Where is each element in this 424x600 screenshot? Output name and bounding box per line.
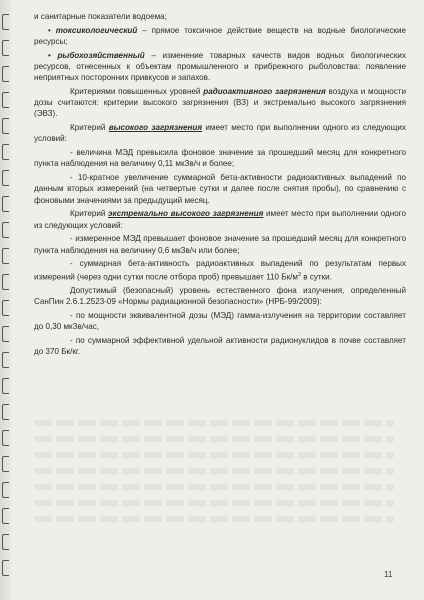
binder-hole xyxy=(2,482,9,498)
show-through-text xyxy=(34,420,394,426)
binder-hole xyxy=(2,118,9,134)
bullet-fishery: • рыбохозяйственный – изменение товарных качеств видов водных биологических ресурсов, отнесенных к объектам промышленного и прибрежного рыболовства: появление неприятных посторонних привкусов и запахов. xyxy=(34,50,406,83)
binder-hole xyxy=(2,560,9,576)
binder-hole xyxy=(2,300,9,316)
document-body xyxy=(34,11,406,360)
page-number: 11 xyxy=(384,570,393,579)
binder-hole xyxy=(2,92,9,108)
binder-hole xyxy=(2,222,9,238)
binder-hole xyxy=(2,248,9,264)
binder-hole xyxy=(2,430,9,446)
paragraph: - величина МЭД превысила фоновое значение за прошедший месяц для конкретного пункта наблюдения на величину 0,11 мкЗв/ч и более; xyxy=(34,148,406,169)
paragraph: - измеренное МЭД превышает фоновое значение за прошедший месяц для конкретного пункта наблюдения на величину 0,6 мкЗв/ч или более; xyxy=(34,234,406,255)
binder-hole xyxy=(2,196,9,212)
paragraph: Критериями повышенных уровней радиоактивного загрязнения воздуха и мощности дозы считаются: критерии высокого загрязнения (ВЗ) и экстремально высокого загрязнения (ЭВЗ). xyxy=(34,87,406,119)
binder-hole xyxy=(2,378,9,394)
binder-hole xyxy=(2,404,9,420)
paragraph: - суммарная бета-активность радиоактивных выпадений по результатам первых измерений (через одни сутки после отбора проб) превышает 110 $Бк/м^2$ в сутки. xyxy=(34,259,406,282)
show-through-text xyxy=(34,468,394,474)
show-through-text xyxy=(34,436,394,442)
term: высокого загрязнения xyxy=(108,123,203,133)
paragraph: и санитарные показатели водоема; xyxy=(34,12,167,21)
binder-hole xyxy=(2,14,9,30)
binder-hole xyxy=(2,326,9,342)
binder-hole xyxy=(2,66,9,82)
binder-edge xyxy=(0,0,12,600)
show-through-text xyxy=(34,452,394,458)
term: токсикологический xyxy=(55,25,138,35)
binder-hole xyxy=(2,144,9,160)
binder-hole xyxy=(2,534,9,550)
binder-hole xyxy=(2,508,9,524)
binder-hole xyxy=(2,170,9,186)
binder-hole xyxy=(2,352,9,368)
term: рыбохозяйственный xyxy=(57,50,145,60)
term: радиоактивного загрязнения xyxy=(203,87,326,96)
paragraph: Критерий высокого загрязнения имеет место при выполнении одного из следующих условий: xyxy=(34,123,406,144)
binder-hole xyxy=(2,274,9,290)
show-through-text xyxy=(34,516,394,522)
binder-hole xyxy=(2,456,9,472)
show-through-text xyxy=(34,500,394,506)
bullet-toxicological: • токсикологический – прямое токсичное действие веществ на водные биологические ресурсы; xyxy=(34,25,406,46)
term: экстремально высокого загрязнения xyxy=(108,209,264,219)
binder-hole xyxy=(2,40,9,56)
show-through-text xyxy=(34,484,394,490)
paragraph: - по мощности эквивалентной дозы (МЭД) гамма-излучения на территории составляет до 0,30 мкЗв/час, xyxy=(34,311,406,332)
paragraph: - по суммарной эффективной удельной активности радионуклидов в почве составляет до 370 Бк/кг. xyxy=(34,336,406,357)
paragraph: Допустимый (безопасный) уровень естественного фона излучения, определенный СанПин 2.6.1.2523-09 «Нормы радиационной безопасности» (НРБ-99/2009): xyxy=(34,286,406,307)
superscript: 2 xyxy=(297,271,302,278)
paragraph: Критерий экстремально высокого загрязнения имеет место при выполнении одного из следующих условий: xyxy=(34,209,406,230)
paragraph: - 10-кратное увеличение суммарной бета-активности радиоактивных выпадений по данным вторых измерений (на четвертые сутки и далее после снятия пробы), по сравнению с фоновыми значениями за предыдущий месяц. xyxy=(34,173,406,205)
